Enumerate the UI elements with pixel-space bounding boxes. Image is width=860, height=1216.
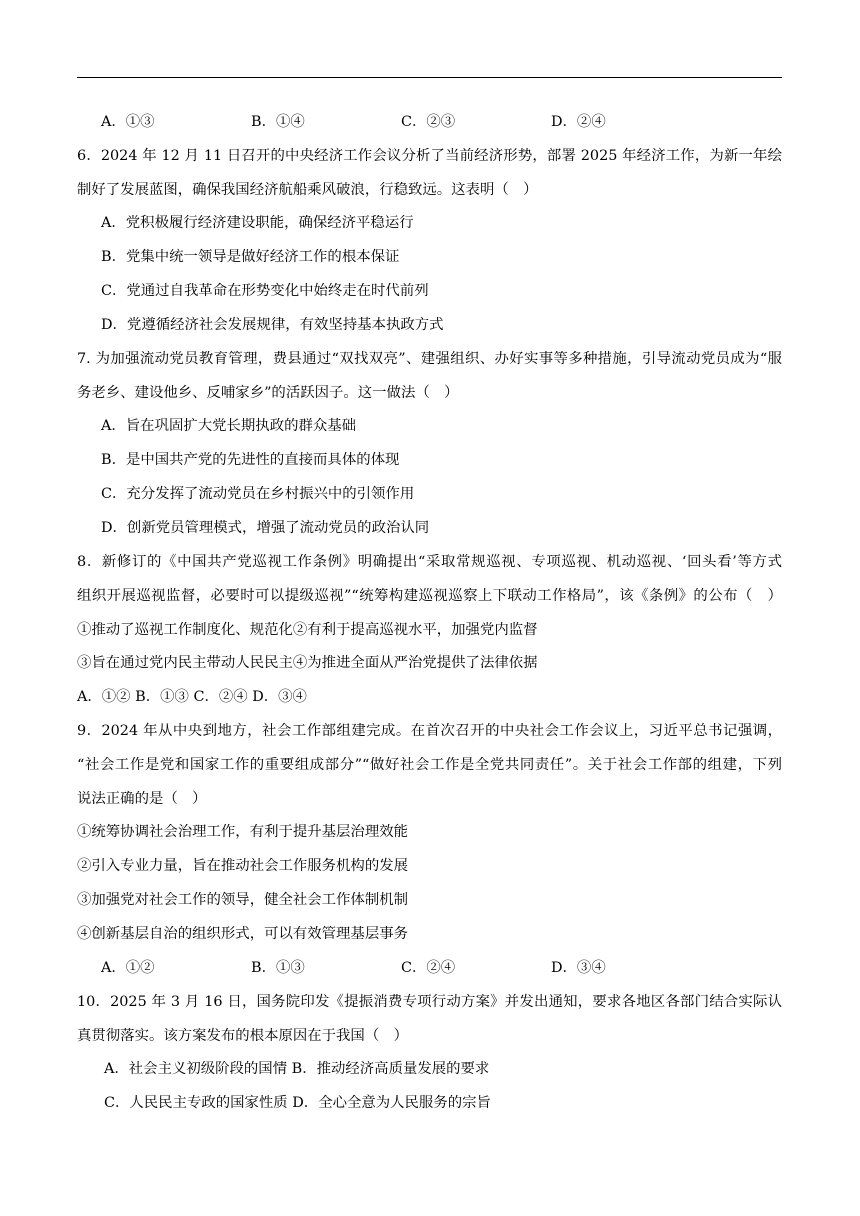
q9-options: [101, 958, 806, 978]
q7-option-b: B．是中国共产党的先进性的直接而具体的体现: [101, 452, 400, 468]
q7-option-a: A．旨在巩固扩大党长期执政的群众基础: [101, 418, 357, 434]
header-rule: [77, 77, 782, 78]
q7-stem-line-1: 7. 为加强流动党员教育管理，费县通过“双找双亮”、建强组织、办好实事等多种措施，引导流动党员成为“服: [77, 351, 782, 367]
q9-option-d: D．③④: [551, 960, 606, 976]
q6-option-d: D．党遵循经济社会发展规律，有效坚持基本执政方式: [101, 317, 444, 333]
q9-statement-4: ④创新基层自治的组织形式，可以有效管理基层事务: [77, 926, 408, 942]
q10-stem-line-1: 10．2025 年 3 月 16 日，国务院印发《提振消费专项行动方案》并发出通知，要求各地区各部门结合实际认: [77, 994, 782, 1010]
q6-stem-line-2: 制好了发展蓝图，确保我国经济航船乘风破浪，行稳致远。这表明（ ）: [77, 182, 538, 198]
q7-option-c: C．充分发挥了流动党员在乡村振兴中的引领作用: [101, 486, 415, 502]
q9-stem-line-1: 9．2024 年从中央到地方，社会工作部组建完成。在首次召开的中央社会工作会议上，习近平总书记强调，: [77, 723, 782, 739]
q6-option-a: A．党积极履行经济建设职能，确保经济平稳运行: [101, 215, 414, 231]
q9-option-c: C．②④: [401, 960, 456, 976]
q8-statements-line-2: ③旨在通过党内民主带动人民民主④为推进全面从严治党提供了法律依据: [77, 655, 538, 671]
q8-statements-line-1: ①推动了巡视工作制度化、规范化②有利于提高巡视水平，加强党内监督: [77, 622, 538, 638]
q5-option-b: B．①④: [251, 114, 305, 130]
q9-statement-1: ①统筹协调社会治理工作，有利于提升基层治理效能: [77, 824, 408, 840]
q5-options: [101, 112, 806, 132]
q9-stem-line-3: 说法正确的是（ ）: [77, 791, 207, 807]
q6-option-b: B．党集中统一领导是做好经济工作的根本保证: [101, 249, 400, 265]
q9-statement-3: ③加强党对社会工作的领导，健全社会工作体制机制: [77, 892, 408, 908]
q10-options-line-2: C．人民民主专政的国家性质 D．全心全意为人民服务的宗旨: [104, 1095, 491, 1111]
q9-stem-line-2: “社会工作是党和国家工作的重要组成部分”“做好社会工作是全党共同责任”。关于社会工作部的组建，下列: [77, 757, 782, 773]
q9-option-b: B．①③: [251, 960, 305, 976]
q7-option-d: D．创新党员管理模式，增强了流动党员的政治认同: [101, 520, 430, 536]
q8-stem-line-1: 8．新修订的《中国共产党巡视工作条例》明确提出“采取常规巡视、专项巡视、机动巡视、‘回头看’等方式: [77, 554, 782, 570]
q9-statement-2: ②引入专业力量，旨在推动社会工作服务机构的发展: [77, 858, 408, 874]
q9-option-a: A．①②: [101, 960, 155, 976]
q10-options-line-1: A．社会主义初级阶段的国情 B．推动经济高质量发展的要求: [104, 1061, 490, 1077]
q7-stem-line-2: 务老乡、建设他乡、反哺家乡”的活跃因子。这一做法（ ）: [77, 385, 459, 401]
q6-option-c: C．党通过自我革命在形势变化中始终走在时代前列: [101, 283, 429, 299]
q6-stem-line-1: 6．2024 年 12 月 11 日召开的中央经济工作会议分析了当前经济形势，部署 2025 年经济工作，为新一年绘: [77, 148, 782, 164]
q8-stem-line-2: 组织开展巡视监督，必要时可以提级巡视”“统筹构建巡视巡察上下联动工作格局”，该《条例》的公布（ ）: [77, 588, 782, 604]
q5-option-a: A．①③: [101, 114, 155, 130]
q5-option-c: C．②③: [401, 114, 456, 130]
q8-options: A．①② B．①③ C．②④ D．③④: [77, 689, 307, 705]
q10-stem-line-2: 真贯彻落实。该方案发布的根本原因在于我国（ ）: [77, 1028, 408, 1044]
q5-option-d: D．②④: [551, 114, 606, 130]
